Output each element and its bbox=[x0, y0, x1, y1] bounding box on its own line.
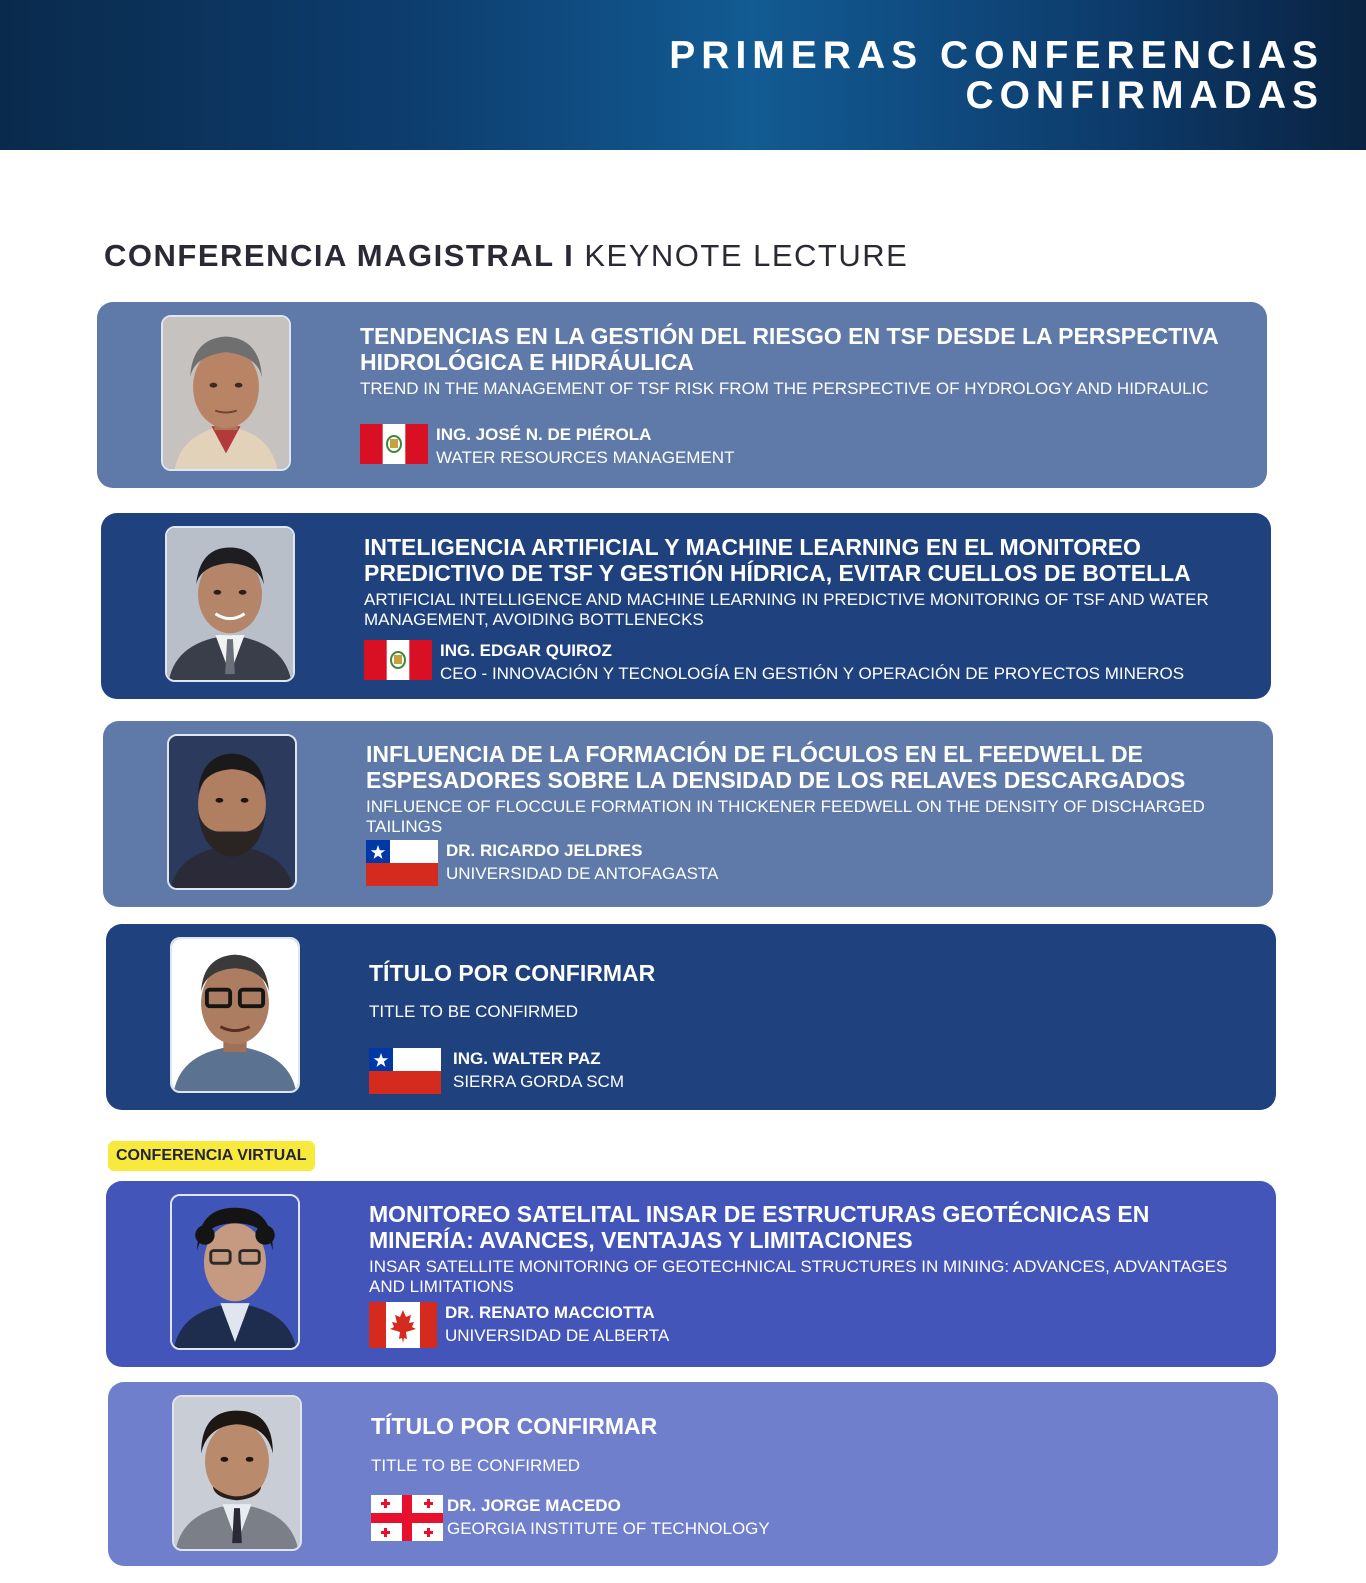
speaker-name: ING. EDGAR QUIROZ bbox=[440, 641, 612, 660]
card-subtitle: ARTIFICIAL INTELLIGENCE AND MACHINE LEARNING IN PREDICTIVE MONITORING OF TSF AND WATER MANAGEMENT, AVOIDING BOTTLENECKS bbox=[364, 590, 1209, 629]
speaker-info bbox=[369, 1048, 624, 1094]
speaker-organization: UNIVERSIDAD DE ALBERTA bbox=[445, 1326, 670, 1345]
speaker-photo bbox=[167, 734, 297, 890]
section-heading-english: KEYNOTE LECTURE bbox=[584, 238, 909, 273]
peru-flag-icon bbox=[360, 424, 428, 464]
conference-card-5 bbox=[106, 1181, 1276, 1367]
georgia-flag-icon bbox=[371, 1495, 443, 1541]
section-heading-spanish: CONFERENCIA MAGISTRAL I bbox=[104, 238, 575, 273]
card-title: MONITOREO SATELITAL INSAR DE ESTRUCTURAS GEOTÉCNICAS EN MINERÍA: AVANCES, VENTAJAS Y LIMITACIONES bbox=[369, 1201, 1150, 1253]
page-title-line-2: CONFIRMADAS bbox=[965, 74, 1324, 117]
chile-flag-icon bbox=[366, 840, 438, 886]
page-title-line-1: PRIMERAS CONFERENCIAS bbox=[669, 34, 1324, 77]
speaker-organization: WATER RESOURCES MANAGEMENT bbox=[436, 448, 735, 467]
speaker-organization: UNIVERSIDAD DE ANTOFAGASTA bbox=[446, 864, 719, 883]
chile-flag-icon bbox=[369, 1048, 441, 1094]
speaker-name: DR. RENATO MACCIOTTA bbox=[445, 1303, 655, 1322]
card-title: TÍTULO POR CONFIRMAR bbox=[369, 960, 656, 986]
speaker-organization: GEORGIA INSTITUTE OF TECHNOLOGY bbox=[447, 1519, 770, 1538]
card-title: TÍTULO POR CONFIRMAR bbox=[371, 1413, 658, 1439]
speaker-organization: SIERRA GORDA SCM bbox=[453, 1072, 624, 1091]
peru-flag-icon bbox=[364, 640, 432, 680]
speaker-name: DR. RICARDO JELDRES bbox=[446, 841, 643, 860]
speaker-name: ING. JOSÉ N. DE PIÉROLA bbox=[436, 425, 652, 444]
speaker-photo bbox=[165, 526, 295, 682]
card-subtitle: INFLUENCE OF FLOCCULE FORMATION IN THICKENER FEEDWELL ON THE DENSITY OF DISCHARGED TAILINGS bbox=[366, 797, 1205, 836]
section-heading bbox=[104, 238, 908, 274]
conference-card-3 bbox=[103, 721, 1273, 907]
speaker-photo bbox=[170, 937, 300, 1093]
speaker-info bbox=[371, 1495, 770, 1541]
conference-card-4 bbox=[106, 924, 1276, 1110]
header-banner bbox=[0, 0, 1366, 150]
page-title bbox=[424, 36, 1324, 116]
speaker-info bbox=[366, 840, 718, 886]
card-subtitle: TREND IN THE MANAGEMENT OF TSF RISK FROM THE PERSPECTIVE OF HYDROLOGY AND HIDRAULIC bbox=[360, 379, 1209, 398]
conference-card-2 bbox=[101, 513, 1271, 699]
virtual-conference-badge: CONFERENCIA VIRTUAL bbox=[108, 1141, 315, 1171]
speaker-info bbox=[369, 1302, 669, 1348]
card-subtitle: TITLE TO BE CONFIRMED bbox=[371, 1456, 581, 1475]
card-title: TENDENCIAS EN LA GESTIÓN DEL RIESGO EN TSF DESDE LA PERSPECTIVA HIDROLÓGICA E HIDRÁULICA bbox=[360, 323, 1218, 375]
conference-card-1 bbox=[97, 302, 1267, 488]
card-subtitle: INSAR SATELLITE MONITORING OF GEOTECHNICAL STRUCTURES IN MINING: ADVANCES, ADVANTAGES AND LIMITATIONS bbox=[369, 1257, 1228, 1296]
speaker-photo bbox=[172, 1395, 302, 1551]
card-title: INTELIGENCIA ARTIFICIAL Y MACHINE LEARNING EN EL MONITOREO PREDICTIVO DE TSF Y GESTIÓN HÍDRICA, EVITAR CUELLOS DE BOTELLA bbox=[364, 534, 1191, 586]
card-title: INFLUENCIA DE LA FORMACIÓN DE FLÓCULOS EN EL FEEDWELL DE ESPESADORES SOBRE LA DENSIDAD DE LOS RELAVES DESCARGADOS bbox=[366, 741, 1186, 793]
speaker-info bbox=[364, 640, 1184, 686]
conference-card-6 bbox=[108, 1382, 1278, 1566]
speaker-photo bbox=[161, 315, 291, 471]
speaker-name: DR. JORGE MACEDO bbox=[447, 1496, 621, 1515]
speaker-info bbox=[360, 424, 734, 470]
card-subtitle: TITLE TO BE CONFIRMED bbox=[369, 1002, 579, 1021]
canada-flag-icon bbox=[369, 1302, 437, 1348]
speaker-organization: CEO - INNOVACIÓN Y TECNOLOGÍA EN GESTIÓN Y OPERACIÓN DE PROYECTOS MINEROS bbox=[440, 664, 1185, 683]
speaker-name: ING. WALTER PAZ bbox=[453, 1049, 601, 1068]
speaker-photo bbox=[170, 1194, 300, 1350]
